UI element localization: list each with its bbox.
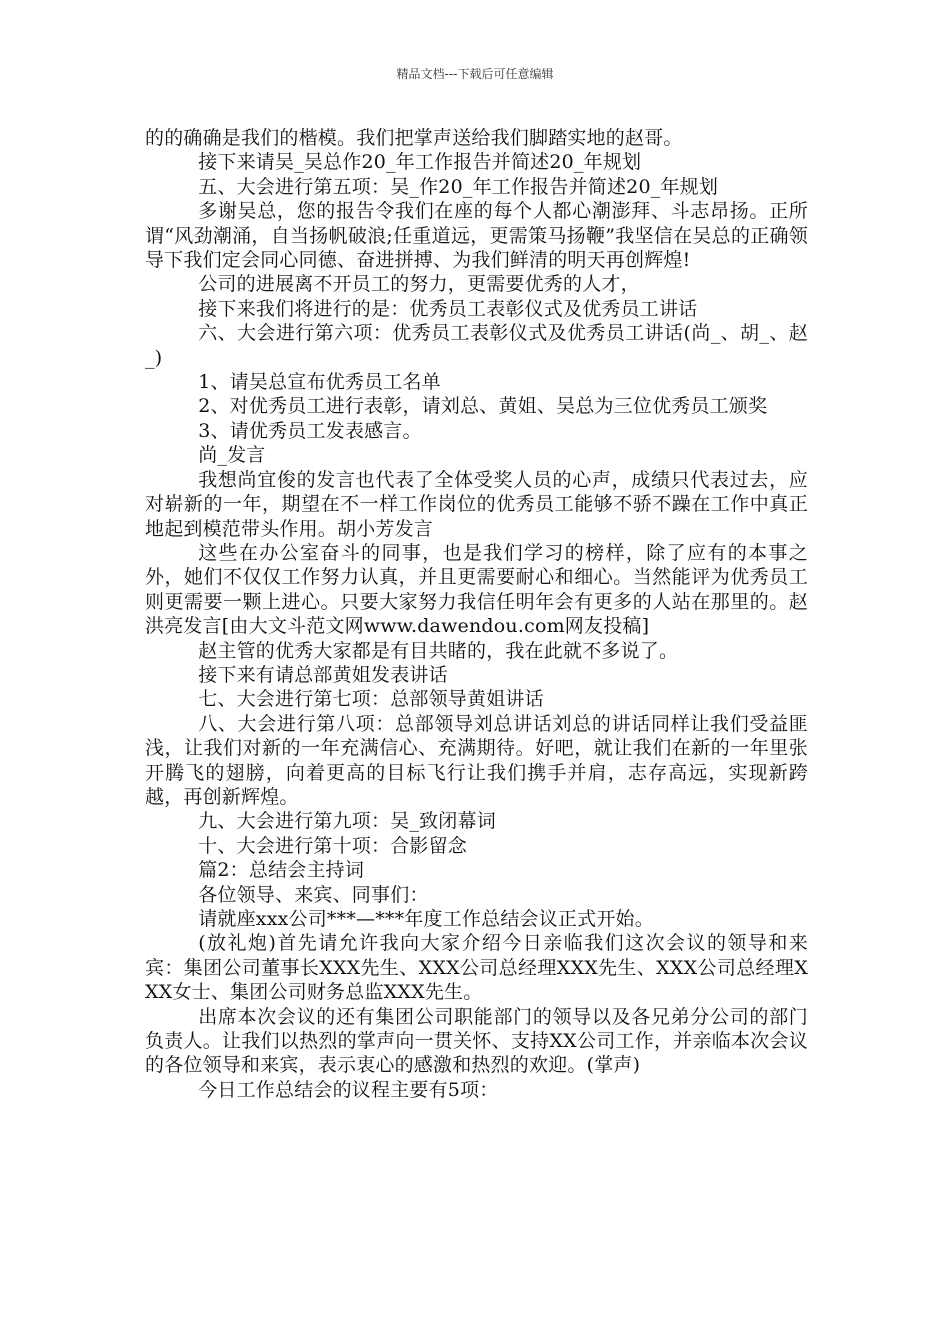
paragraph: 九、大会进行第九项：吴_致闭幕词 <box>198 810 496 833</box>
paragraph: 篇2：总结会主持词 <box>198 859 365 882</box>
paragraph: 这些在办公室奋斗的同事，也是我们学习的榜样，除了应有的本事之外，她们不仅仅工作努力认真，并且更需要耐心和细心。当然能评为优秀员工则更需要一颗上进心。只要大家努力我信任明年会有更多的人站在那里的。赵洪亮发言[由大文斗范文网www.dawendou.com网友投稿] <box>145 541 808 638</box>
paragraph: 今日工作总结会的议程主要有5项： <box>198 1078 499 1101</box>
paragraph: 七、大会进行第七项：总部领导黄姐讲话 <box>198 688 544 711</box>
paragraph: 八、大会进行第八项：总部领导刘总讲话刘总的讲话同样让我们受益匪浅，让我们对新的一年充满信心、充满期待。好吧，就让我们在新的一年里张开腾飞的翅膀，向着更高的目标飞行让我们携手并肩，志存高远，实现新跨越，再创新辉煌。 <box>145 712 808 808</box>
paragraph: 各位领导、来宾、同事们： <box>198 883 429 906</box>
paragraph: 出席本次会议的还有集团公司职能部门的领导以及各兄弟分公司的部门负责人。让我们以热烈的掌声向一贯关怀、支持XX公司工作，并亲临本次会议的各位领导和来宾，表示衷心的感激和热烈的欢迎。(掌声) <box>145 1005 808 1077</box>
paragraph: 六、大会进行第六项：优秀员工表彰仪式及优秀员工讲话(尚_、胡_、赵_) <box>145 322 808 369</box>
paragraph: 接下来有请总部黄姐发表讲话 <box>198 663 448 686</box>
paragraph: 多谢吴总，您的报告令我们在座的每个人都心潮澎拜、斗志昂扬。正所谓“风劲潮涌，自当扬帆破浪;任重道远，更需策马扬鞭”我坚信在吴总的正确领导下我们定会同心同德、奋进拼搏、为我们鲜清的明天再创辉煌! <box>145 200 808 272</box>
paragraph: 十、大会进行第十项：合影留念 <box>198 834 467 857</box>
paragraph: 3、请优秀员工发表感言。 <box>198 419 422 442</box>
paragraph: 五、大会进行第五项：吴_作20_年工作报告并简述20_年规划 <box>198 175 719 198</box>
paragraph: 的的确确是我们的楷模。我们把掌声送给我们脚踏实地的赵哥。 <box>145 127 683 149</box>
paragraph: 尚_发言 <box>198 444 266 467</box>
paragraph: (放礼炮)首先请允许我向大家介绍今日亲临我们这次会议的领导和来宾：集团公司董事长XXX先生、XXX公司总经理XXX先生、XXX公司总经理XXX女士、集团公司财务总监XXX先生。 <box>145 932 808 1004</box>
paragraph: 请就座xxx公司***—***年度工作总结会议正式开始。 <box>198 908 654 930</box>
paragraph: 公司的进展离不开员工的努力，更需要优秀的人才， <box>198 273 640 296</box>
paragraph: 接下来请吴_吴总作20_年工作报告并简述20_年规划 <box>198 151 642 174</box>
paragraph: 赵主管的优秀大家都是有目共睹的，我在此就不多说了。 <box>198 639 679 662</box>
paragraph: 我想尚宜俊的发言也代表了全体受奖人员的心声，成绩只代表过去，应对崭新的一年，期望在不一样工作岗位的优秀员工能够不骄不躁在工作中真正地起到模范带头作用。胡小芳发言 <box>145 468 808 540</box>
paragraph: 接下来我们将进行的是：优秀员工表彰仪式及优秀员工讲话 <box>198 297 698 320</box>
page-header: 精品文档---下载后可任意编辑 <box>396 67 554 81</box>
paragraph: 2、对优秀员工进行表彰，请刘总、黄姐、吴总为三位优秀员工颁奖 <box>198 395 768 418</box>
paragraph: 1、请吴总宣布优秀员工名单 <box>198 371 441 394</box>
document-body <box>145 126 808 1102</box>
